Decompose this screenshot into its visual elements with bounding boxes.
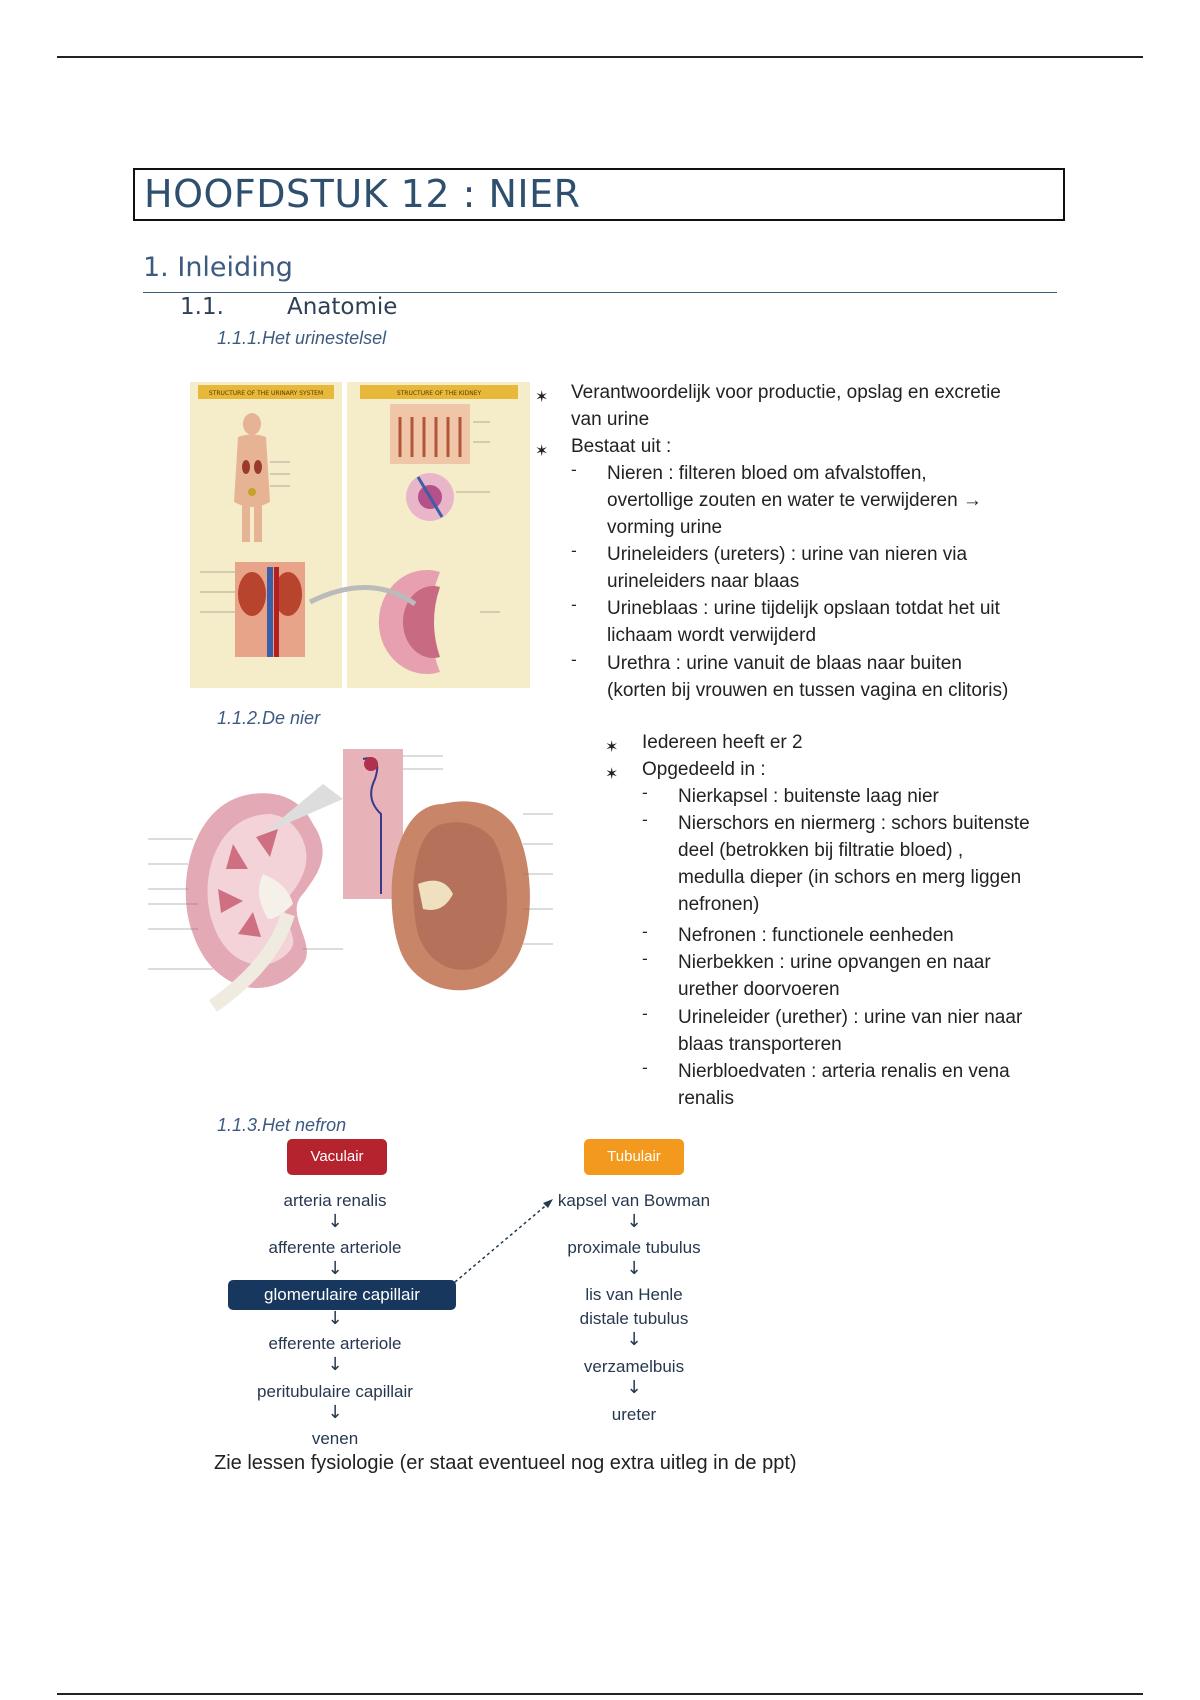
dash-bullet: -: [642, 1058, 648, 1077]
chapter-title-box: [133, 168, 1065, 221]
vascular-step: efferente arteriole: [268, 1334, 402, 1353]
dash-bullet: -: [642, 949, 648, 968]
vascular-step: venen: [311, 1429, 359, 1448]
list-item: Verantwoordelijk voor productie, opslag en excretie van urine: [571, 382, 1001, 430]
svg-text:STRUCTURE OF THE URINARY SYSTE: STRUCTURE OF THE URINARY SYSTEM: [208, 390, 324, 397]
list-item: Nierkapsel : buitenste laag nier: [678, 786, 939, 807]
bottom-rule: [57, 1693, 1143, 1695]
list-item: Urineleider (urether) : urine van nier naar blaas transporteren: [678, 1007, 1023, 1055]
section-underline: [143, 292, 1057, 293]
svg-text:STRUCTURE OF THE KIDNEY: STRUCTURE OF THE KIDNEY: [396, 390, 482, 397]
dash-bullet: -: [571, 650, 577, 669]
top-rule: [57, 56, 1143, 58]
tubular-step: kapsel van Bowman: [557, 1191, 711, 1210]
dash-bullet: -: [642, 1004, 648, 1023]
tubular-header: Tubulair: [584, 1139, 684, 1175]
dash-bullet: -: [571, 460, 577, 479]
down-arrow-icon: ↓: [626, 1329, 642, 1350]
list-item: Nierbekken : urine opvangen en naar urether doorvoeren: [678, 952, 991, 1000]
dash-bullet: -: [571, 541, 577, 560]
down-arrow-icon: ↓: [327, 1211, 343, 1232]
heading-de-nier: 1.1.2.De nier: [217, 708, 321, 728]
down-arrow-icon: ↓: [626, 1211, 642, 1232]
down-arrow-icon: ↓: [327, 1354, 343, 1375]
list-item: Urineblaas : urine tijdelijk opslaan totdat het uit lichaam wordt verwijderd: [607, 598, 1000, 646]
dash-bullet: -: [642, 810, 648, 829]
heading-het-nefron: 1.1.3.Het nefron: [217, 1115, 347, 1135]
dash-bullet: -: [571, 595, 577, 614]
list-item: Nieren : filteren bloed om afvalstoffen, overtollige zouten en water te verwijderen → vorming urine: [607, 463, 982, 538]
list-item: Urethra : urine vanuit de blaas naar buiten (korten bij vrouwen en tussen vagina en clitoris): [607, 653, 1009, 701]
down-arrow-icon: ↓: [327, 1308, 343, 1329]
vascular-header: Vaculair: [287, 1139, 387, 1175]
list-item: Nefronen : functionele eenheden: [678, 925, 954, 946]
tubular-step: ureter: [611, 1405, 657, 1424]
vascular-step: afferente arteriole: [268, 1238, 402, 1257]
urinary-system-figure: [190, 382, 530, 688]
list-item: Opgedeeld in :: [642, 759, 766, 780]
down-arrow-icon: ↓: [327, 1402, 343, 1423]
bullet-star-icon: ✶: [605, 764, 619, 783]
dash-bullet: -: [642, 922, 648, 941]
vascular-step: arteria renalis: [283, 1191, 387, 1210]
bullet-star-icon: ✶: [535, 387, 549, 406]
dash-bullet: -: [642, 783, 648, 802]
down-arrow-icon: ↓: [626, 1258, 642, 1279]
bullet-star-icon: ✶: [535, 441, 549, 460]
bullet-star-icon: ✶: [605, 737, 619, 756]
dotted-connector-arrow: [450, 1190, 560, 1290]
footnote: Zie lessen fysiologie (er staat eventueel nog extra uitleg in de ppt): [214, 1452, 797, 1474]
chapter-title: HOOFDSTUK 12 : NIER: [144, 172, 581, 216]
tubular-step: lis van Henle: [585, 1285, 683, 1304]
list-item: Urineleiders (ureters) : urine van nieren via urineleiders naar blaas: [607, 544, 968, 592]
tubular-step: proximale tubulus: [567, 1238, 701, 1257]
list-item: Iedereen heeft er 2: [642, 732, 803, 753]
down-arrow-icon: ↓: [327, 1258, 343, 1279]
list-item: Nierschors en niermerg : schors buitenste deel (betrokken bij filtratie bloed) , medulla dieper (in schors en merg liggen nefronen): [678, 813, 1030, 915]
list-item: Bestaat uit :: [571, 436, 672, 457]
section-heading: 1. Inleiding: [143, 252, 293, 283]
heading-urinestelsel: 1.1.1.Het urinestelsel: [217, 328, 387, 348]
down-arrow-icon: ↓: [626, 1377, 642, 1398]
vascular-step: peritubulaire capillair: [257, 1382, 413, 1401]
list-item: Nierbloedvaten : arteria renalis en vena renalis: [678, 1061, 1010, 1109]
vascular-step-highlight: glomerulaire capillair: [228, 1280, 456, 1310]
kidney-section-figure: [143, 744, 563, 1016]
tubular-step: distale tubulus: [579, 1309, 689, 1328]
tubular-step: verzamelbuis: [583, 1357, 685, 1376]
subsection-heading: 1.1. Anatomie: [180, 294, 398, 320]
